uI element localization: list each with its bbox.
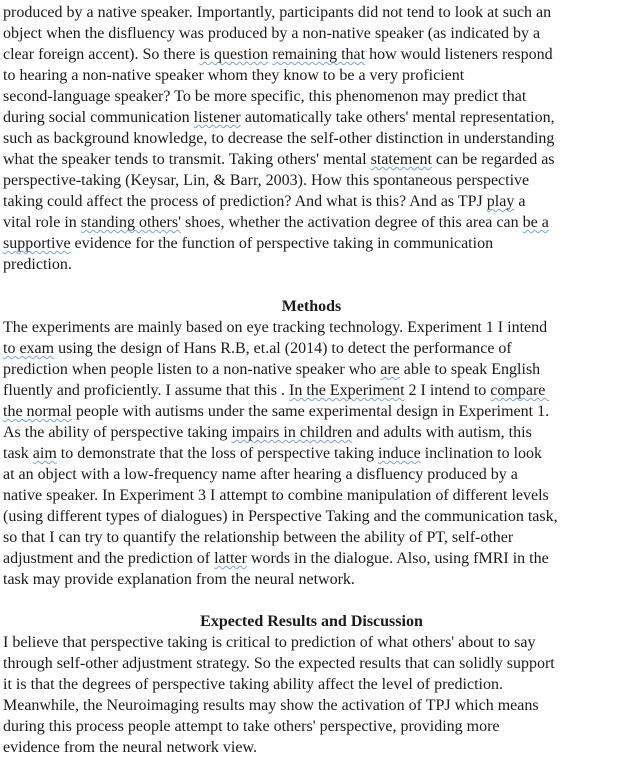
text-line: [3, 716, 620, 737]
grammar-underline[interactable]: supportive: [3, 235, 71, 252]
text-line: [3, 149, 620, 170]
blank-line: [3, 590, 620, 611]
text-run: vital role in: [3, 214, 81, 231]
text-line: [3, 338, 620, 359]
section-heading: Expected Results and Discussion: [200, 613, 423, 630]
text-line: [3, 422, 620, 443]
text-run: evidence for the function of perspective taking in communication: [70, 235, 494, 252]
text-run: prediction.: [3, 256, 72, 273]
grammar-underline[interactable]: are: [380, 361, 400, 378]
grammar-underline[interactable]: In the Experiment: [289, 382, 405, 399]
text-run: so that I can try to quantify the relationship between the ability of PT, self-other: [3, 529, 514, 546]
grammar-underline[interactable]: latter: [214, 550, 247, 567]
text-line: [3, 23, 620, 44]
text-run: during this process people attempt to take others' perspective, providing more: [3, 718, 500, 735]
text-line: [3, 695, 620, 716]
text-line: [3, 548, 620, 569]
text-line: [3, 65, 620, 86]
text-line: [3, 86, 620, 107]
grammar-underline[interactable]: remaining that: [272, 46, 366, 63]
text-line: [3, 2, 620, 23]
text-run: produced by a native speaker. Importantly, participants did not tend to look at such an: [3, 4, 552, 21]
text-run: people with autisms under the same experimental design in Experiment 1.: [71, 403, 550, 420]
text-run: and adults with autism, this: [352, 424, 532, 441]
grammar-underline[interactable]: standing others': [80, 214, 181, 231]
text-run: such as background knowledge, to decrease the self-other distinction in understanding: [3, 130, 555, 147]
text-run: it is that the degrees of perspective taking ability affect the level of prediction.: [3, 676, 503, 693]
text-run: how would listeners respond: [365, 46, 553, 63]
paragraph: [3, 632, 620, 758]
text-run: at an object with a low-frequency name after hearing a disfluency produced by a: [3, 466, 518, 483]
grammar-underline[interactable]: aim: [32, 445, 57, 462]
text-run: to demonstrate that the loss of perspective taking: [56, 445, 379, 462]
paragraph: [3, 317, 620, 590]
text-line: [3, 527, 620, 548]
text-run: words in the dialogue. Also, using fMRI in the: [246, 550, 549, 567]
text-run: adjustment and the prediction of: [3, 550, 215, 567]
text-run: using the design of Hans R.B, et.al (2014) to detect the performance of: [54, 340, 512, 357]
grammar-underline[interactable]: to exam: [3, 340, 55, 357]
text-run: The experiments are mainly based on eye tracking technology. Experiment 1 I intend: [3, 319, 548, 336]
text-line: [3, 359, 620, 380]
text-run: I believe that perspective taking is critical to prediction of what others' about to say: [3, 634, 536, 651]
text-line: [3, 632, 620, 653]
text-run: automatically take others' mental representation,: [240, 109, 555, 126]
text-line: [3, 653, 620, 674]
text-run: task: [3, 445, 33, 462]
text-run: to hearing a non-native speaker whom they know to be a very proficient: [3, 67, 465, 84]
text-line: [3, 254, 620, 275]
text-run: fluently and proficiently. I assume that this .: [3, 382, 290, 399]
grammar-underline[interactable]: induce: [378, 445, 421, 462]
grammar-underline[interactable]: statement: [370, 151, 432, 168]
grammar-underline[interactable]: the normal: [3, 403, 72, 420]
text-run: clear foreign accent). So there: [3, 46, 200, 63]
text-run: shoes, whether the activation degree of this area can: [180, 214, 523, 231]
text-run: perspective-taking (Keysar, Lin, & Barr, 2003). How this spontaneous perspective: [3, 172, 530, 189]
text-line: [3, 569, 620, 590]
text-run: taking could affect the process of prediction? And what is this? And as TPJ: [3, 193, 487, 210]
text-line: [3, 44, 620, 65]
text-line: [3, 233, 620, 254]
grammar-underline[interactable]: listener: [193, 109, 241, 126]
text-run: 2 I intend to: [404, 382, 491, 399]
text-line: [3, 485, 620, 506]
text-run: task may provide explanation from the neural network.: [3, 571, 355, 588]
text-run: a: [514, 193, 526, 210]
paragraph: [3, 2, 620, 275]
grammar-underline[interactable]: is question: [199, 46, 269, 63]
grammar-underline[interactable]: play: [486, 193, 515, 210]
text-run: prediction when people listen to a non-native speaker who: [3, 361, 381, 378]
grammar-underline[interactable]: compare: [490, 382, 550, 399]
text-run: able to speak English: [399, 361, 541, 378]
blank-line: [3, 275, 620, 296]
text-line: [3, 191, 620, 212]
text-run: during social communication: [3, 109, 194, 126]
text-run: evidence from the neural network view.: [3, 739, 257, 756]
section-heading: Methods: [281, 298, 342, 315]
text-line: [3, 506, 620, 527]
text-run: second-language speaker? To be more specific, this phenomenon may predict that: [3, 88, 527, 105]
text-line: [3, 674, 620, 695]
grammar-underline[interactable]: be a: [522, 214, 549, 231]
text-run: object when the disfluency was produced by a non-native speaker (as indicated by a: [3, 25, 541, 42]
text-run: native speaker. In Experiment 3 I attempt to combine manipulation of different levels: [3, 487, 549, 504]
text-run: what the speaker tends to transmit. Taking others' mental: [3, 151, 371, 168]
text-run: Meanwhile, the Neuroimaging results may show the activation of TPJ which means: [3, 697, 539, 714]
text-line: [3, 212, 620, 233]
text-run: through self-other adjustment strategy. So the expected results that can solidly support: [3, 655, 555, 672]
text-line: [3, 128, 620, 149]
text-line: [3, 170, 620, 191]
grammar-underline[interactable]: impairs in children: [231, 424, 353, 441]
text-line: [3, 443, 620, 464]
text-line: [3, 380, 620, 401]
text-line: [3, 107, 620, 128]
text-line: [3, 317, 620, 338]
text-line: [3, 401, 620, 422]
text-run: (using different types of dialogues) in Perspective Taking and the communication task,: [3, 508, 558, 525]
text-run: As the ability of perspective taking: [3, 424, 232, 441]
text-line: [3, 464, 620, 485]
text-run: inclination to look: [420, 445, 543, 462]
text-run: can be regarded as: [431, 151, 555, 168]
